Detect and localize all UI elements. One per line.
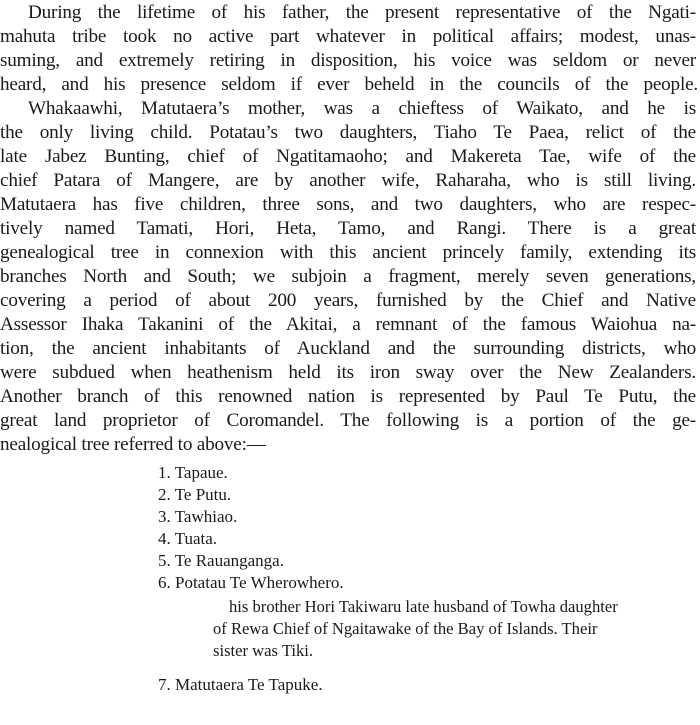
genealogy-note-line: his brother Hori Takiwaru late husband of Towha daughter	[229, 597, 618, 616]
genealogy-name: Te Putu.	[174, 485, 232, 504]
genealogy-name: Tuata.	[174, 529, 218, 548]
genealogy-number: 3.	[158, 507, 171, 526]
body-text-line: tively named Tamati, Hori, Heta, Tamo, and Rangi. There is a great	[0, 218, 696, 239]
body-text-line: suming, and extremely retiring in disposition, his voice was seldom or never	[0, 50, 696, 71]
genealogy-number: 6.	[158, 573, 171, 592]
genealogy-note-line: sister was Tiki.	[213, 641, 314, 660]
body-text-line: branches North and South; we subjoin a fragment, merely seven generations,	[0, 266, 696, 287]
genealogy-number: 4.	[158, 529, 171, 548]
genealogy-name: Tapaue.	[174, 463, 228, 482]
body-text-line: great land proprietor of Coromandel. The following is a portion of the ge-	[0, 410, 696, 431]
body-text-line: genealogical tree in connexion with this ancient princely family, extending its	[0, 242, 696, 263]
body-text-line: Matutaera has five children, three sons, and two daughters, who are respec-	[0, 194, 696, 215]
genealogy-number: 1.	[158, 463, 171, 482]
body-text-line: were subdued when heathenism held its iron sway over the New Zealanders.	[0, 362, 696, 383]
genealogy-number: 2.	[158, 485, 171, 504]
body-text-line: late Jabez Bunting, chief of Ngatitamaoho; and Makereta Tae, wife of the	[0, 146, 696, 167]
body-text-line: the only living child. Potatau’s two daughters, Tiaho Te Paea, relict of the	[0, 122, 696, 143]
body-text-line: covering a period of about 200 years, furnished by the Chief and Native	[0, 290, 696, 311]
body-text-line: Another branch of this renowned nation is represented by Paul Te Putu, the	[0, 386, 696, 407]
genealogy-number: 5.	[158, 551, 171, 570]
body-text-line: nealogical tree referred to above:—	[0, 434, 266, 455]
genealogy-note-line: of Rewa Chief of Ngaitawake of the Bay of Islands. Their	[213, 619, 598, 638]
genealogy-name: Matutaera Te Tapuke.	[175, 675, 323, 694]
genealogy-item	[158, 484, 231, 506]
genealogy-name: Potatau Te Wherowhero.	[175, 573, 344, 592]
body-text-line: chief Patara of Mangere, are by another wife, Raharaha, who is still living.	[0, 170, 696, 191]
body-text-line: Assessor Ihaka Takanini of the Akitai, a remnant of the famous Waiohua na-	[0, 314, 696, 335]
body-text-line: Whakaawhi, Matutaera’s mother, was a chieftess of Waikato, and he is	[28, 98, 696, 119]
genealogy-item	[158, 572, 344, 594]
genealogy-number: 7.	[158, 675, 171, 694]
genealogy-item	[158, 674, 323, 696]
genealogy-item	[158, 550, 284, 572]
genealogy-item	[158, 506, 237, 528]
genealogy-name: Tawhiao.	[174, 507, 238, 526]
genealogy-item	[158, 528, 217, 550]
body-text-line: During the lifetime of his father, the present representative of the Ngati-	[28, 2, 696, 23]
body-text-line: heard, and his presence seldom if ever beheld in the councils of the people.	[0, 74, 698, 95]
genealogy-item	[158, 462, 228, 484]
body-text-line: mahuta tribe took no active part whatever in political affairs; modest, unas-	[0, 26, 696, 47]
body-text-line: tion, the ancient inhabitants of Auckland and the surrounding districts, who	[0, 338, 696, 359]
genealogy-name: Te Rauanganga.	[174, 551, 284, 570]
